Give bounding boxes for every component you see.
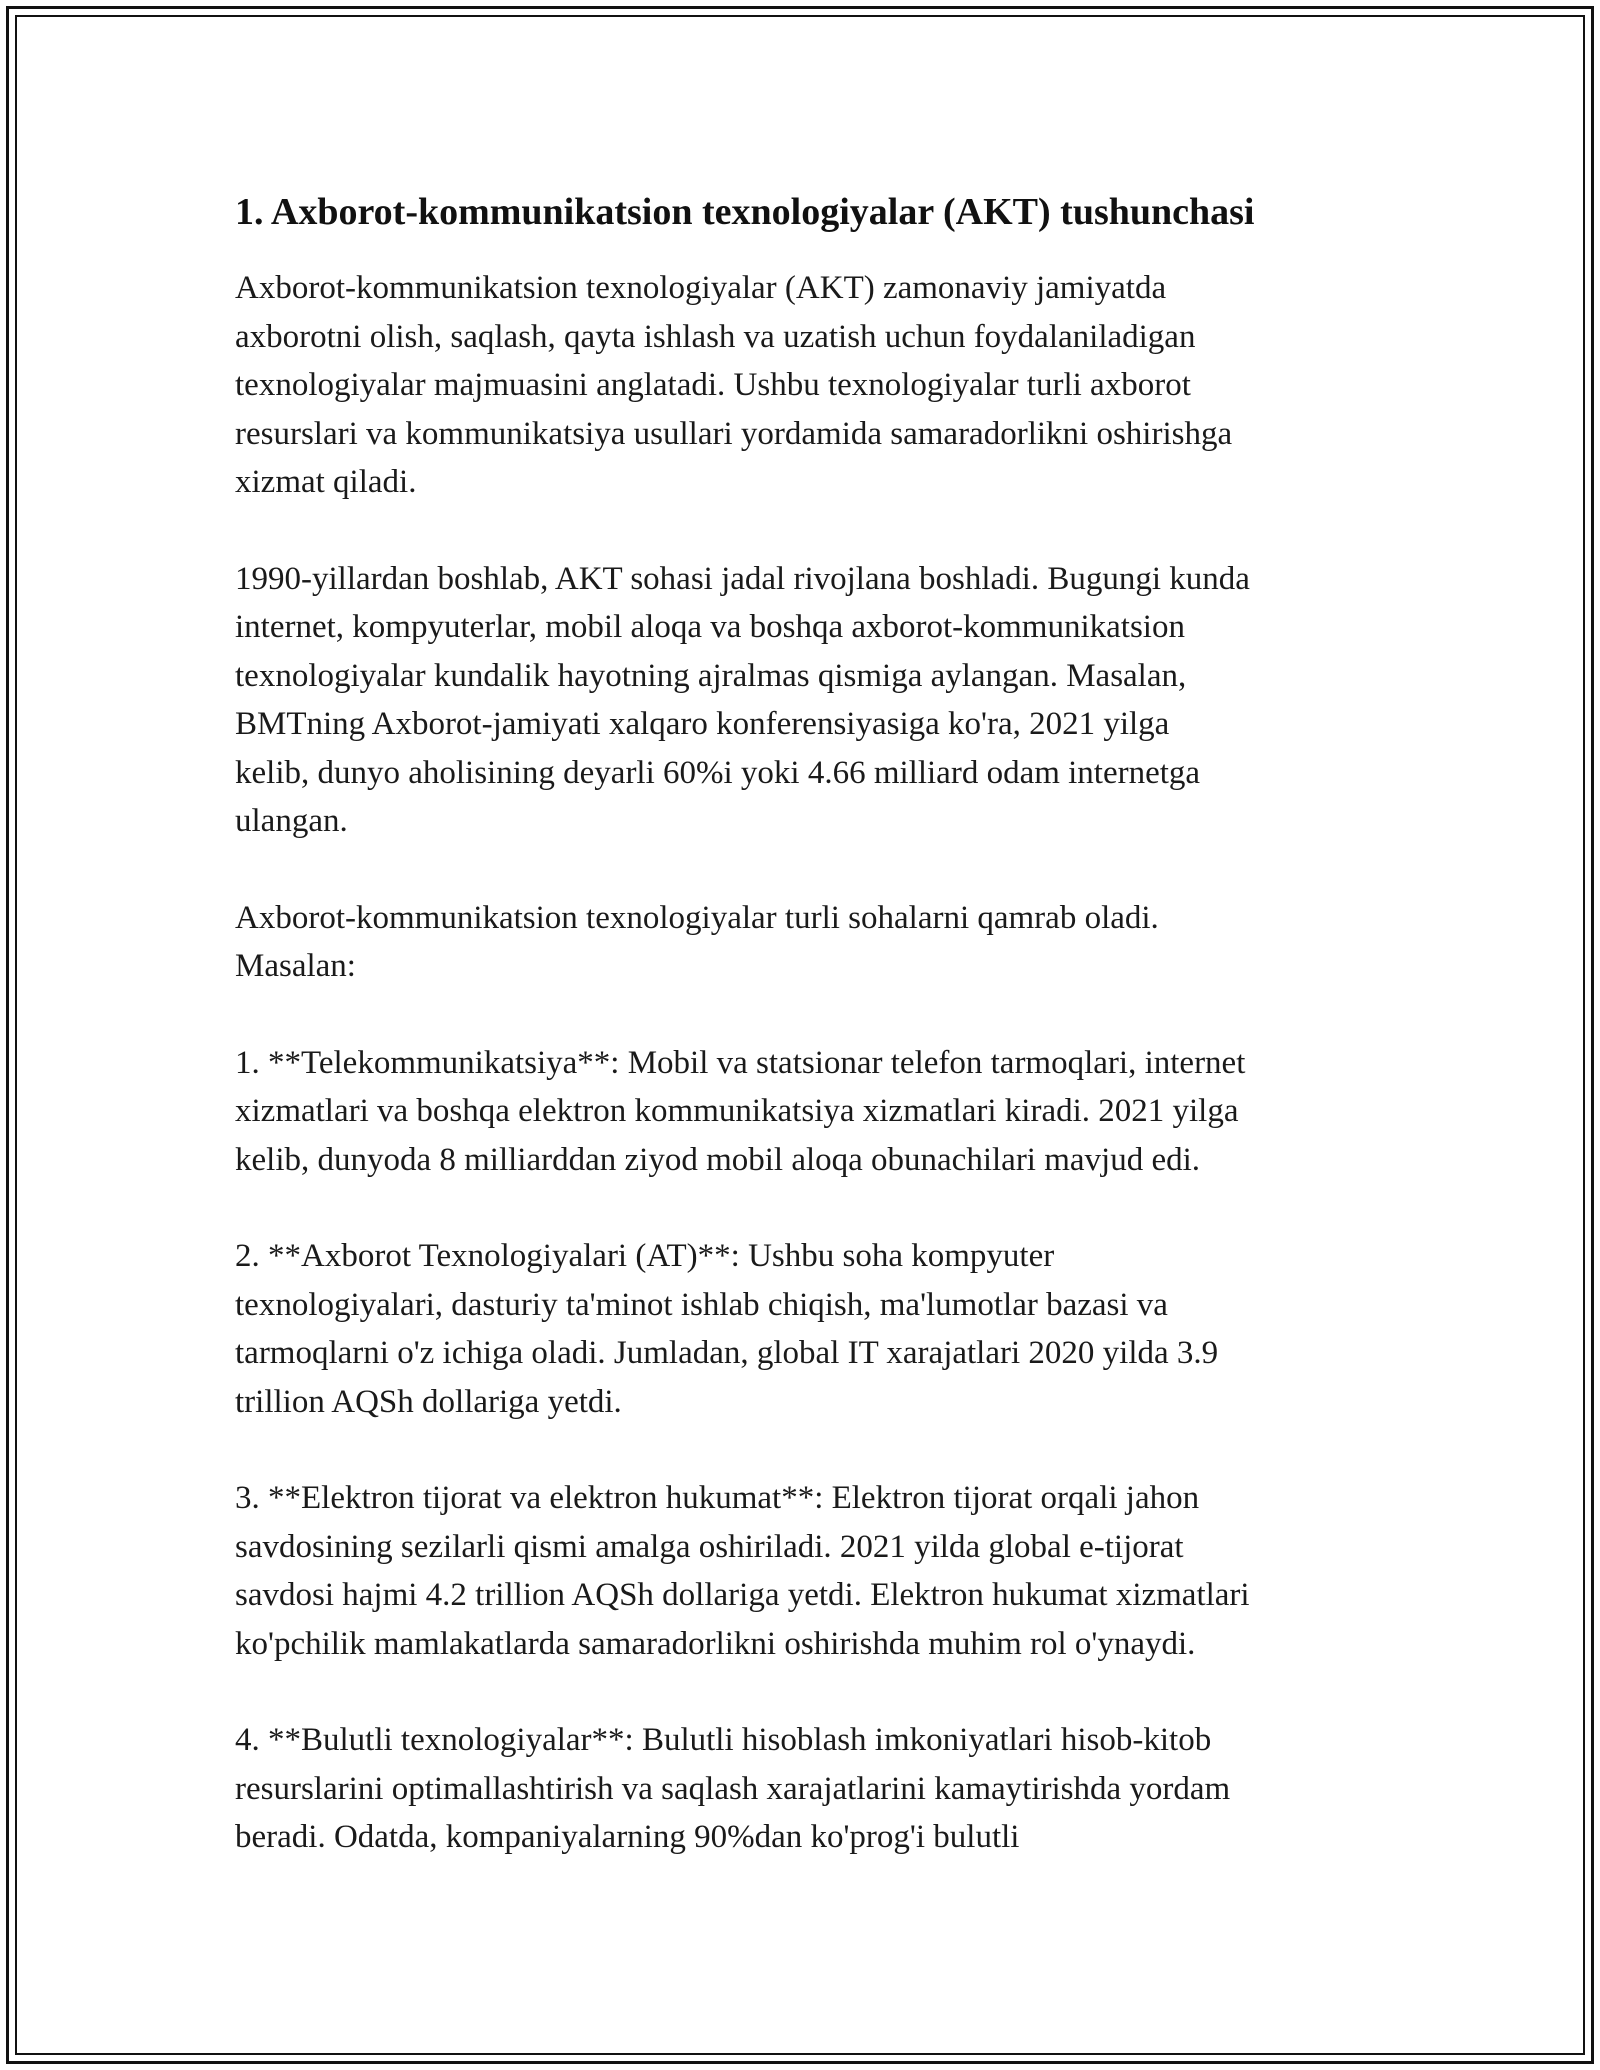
paragraph-areas: Axborot-kommunikatsion texnologiyalar turli sohalarni qamrab oladi. Masalan: bbox=[235, 899, 1159, 984]
list-item-cloud: 4. **Bulutli texnologiyalar**: Bulutli hisoblash imkoniyatlari hisob-kitob resurslarini optimallashtirish va saqlash xarajatlarini kamaytirishda yordam beradi. Odatda, kompaniyalarning 90%dan ko'prog'i bulutli bbox=[235, 1722, 1231, 1855]
section-heading: 1. Axborot-kommunikatsion texnologiyalar (AKT) tushunchasi bbox=[235, 191, 1255, 233]
list-item-it: 2. **Axborot Texnologiyalari (AT)**: Ushbu soha kompyuter texnologiyalari, dasturiy ta'minot ishlab chiqish, ma'lumotlar bazasi va tarmoqlarni o'z ichiga oladi. Jumladan, global IT xarajatlari 2020 yilda 3.9 trillion AQSh dollariga yetdi. bbox=[235, 1238, 1219, 1420]
list-item-telecom: 1. **Telekommunikatsiya**: Mobil va statsionar telefon tarmoqlari, internet xizmatlari va boshqa elektron kommunikatsiya xizmatlari kiradi. 2021 yilga kelib, dunyoda 8 milliarddan ziyod mobil aloqa obunachilari mavjud edi. bbox=[235, 1044, 1246, 1178]
paragraph-intro: Axborot-kommunikatsion texnologiyalar (AKT) zamonaviy jamiyatda axborotni olish, saqlash, qayta ishlash va uzatish uchun foydalaniladigan texnologiyalar majmuasini anglatadi. Ushbu texnologiyalar turli axborot resurslari va kommunikatsiya usullari yordamida samaradorlikni oshirishga xizmat qiladi. bbox=[235, 270, 1233, 500]
paragraph-history: 1990-yillardan boshlab, AKT sohasi jadal rivojlana boshladi. Bugungi kunda internet, kompyuterlar, mobil aloqa va boshqa axborot-kommunikatsion texnologiyalar kundalik hayotning ajralmas qismiga aylangan. Masalan, BMTning Axborot-jamiyati xalqaro konferensiyasiga ko'ra, 2021 yilga kelib, dunyo aholisining deyarli 60%i yoki 4.66 milliard odam internetga ulangan. bbox=[235, 560, 1250, 839]
list-item-ecommerce: 3. **Elektron tijorat va elektron hukumat**: Elektron tijorat orqali jahon savdosining sezilarli qismi amalga oshiriladi. 2021 yilda global e-tijorat savdosi hajmi 4.2 trillion AQSh dollariga yetdi. Elektron hukumat xizmatlari ko'pchilik mamlakatlarda samaradorlikni oshirishda muhim rol o'ynaydi. bbox=[235, 1480, 1250, 1662]
document-body bbox=[235, 186, 1375, 1910]
